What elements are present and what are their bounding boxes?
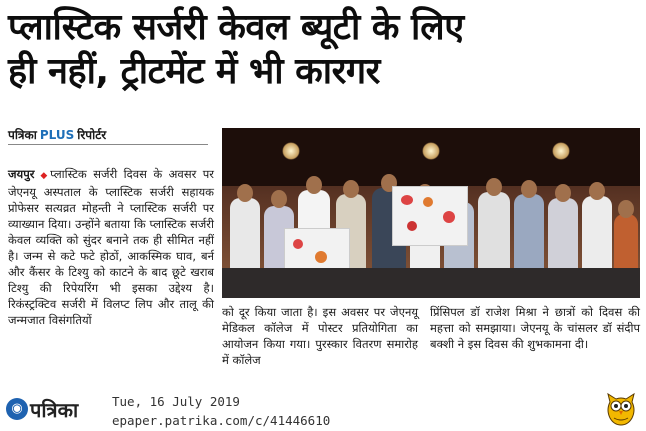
article-dateline: जयपुर ◆ xyxy=(8,167,50,181)
footer-meta xyxy=(112,392,330,430)
photo-head xyxy=(589,182,605,200)
photo-head xyxy=(237,184,253,202)
byline xyxy=(8,126,106,143)
headline xyxy=(8,6,638,94)
article-column-3: प्रिंसिपल डॉ राजेश मिश्रा ने छात्रों को दिवस की महत्ता को समझाया। जेएनयू के चांसलर डॉ संदीप बक्शी ने इस दिवस की शुभकामना दी। xyxy=(430,305,640,351)
poster-figure xyxy=(315,251,327,263)
poster-figure xyxy=(423,197,433,207)
photo-lamp xyxy=(422,142,440,160)
photo-head xyxy=(306,176,322,194)
poster-figure xyxy=(443,211,455,223)
photo-head xyxy=(618,200,634,218)
byline-role: रिपोर्टर xyxy=(77,128,107,142)
photo-head xyxy=(343,180,359,198)
headline-line-2: ही नहीं, ट्रीटमेंट में भी कारगर xyxy=(8,51,380,92)
photo-head xyxy=(555,184,571,202)
byline-brand: पत्रिका xyxy=(8,128,37,142)
article-column-1-text: प्लास्टिक सर्जरी दिवस के अवसर पर जेएनयू अस्पताल के प्लास्टिक सर्जरी सहायक प्रोफेसर सत्यव्रत मोहन्ती ने प्लास्टिक सर्जरी पर व्याख्यान दिया। उन्होंने बताया कि प्लास्टिक सर्जरी केवल व्यक्ति को सुंदर बनाने तक ही सीमित नहीं है। जन्म से कटे फटे होठों, आकस्मिक घाव, बर्न और कैंसर के टिश्यु को काटने के बाद छूटे खराब टिश्यु की रिपेयरिंग भी इसका उद्देश्य है। रिकंस्ट्रक्टिव सर्जरी में विलप्ट लिप और तालू की जन्मजात विसंगतियों xyxy=(8,167,214,327)
poster xyxy=(392,186,468,246)
photo-table xyxy=(222,268,640,298)
poster-figure xyxy=(407,221,417,231)
footer-url[interactable]: epaper.patrika.com/c/41446610 xyxy=(112,413,331,428)
byline-divider xyxy=(8,144,208,145)
footer-date: Tue, 16 July 2019 xyxy=(112,394,240,409)
byline-plus: PLUS xyxy=(39,128,75,142)
photo-head xyxy=(271,190,287,208)
patrika-logo-icon: ◉ xyxy=(6,398,28,420)
poster-figure xyxy=(401,195,413,205)
photo-lamp xyxy=(552,142,570,160)
owl-icon xyxy=(606,392,636,426)
poster-figure xyxy=(293,239,303,249)
article-column-2: को दूर किया जाता है। इस अवसर पर जेएनयू मेडिकल कॉलेज में पोस्टर प्रतियोगिता का आयोजन किया गया। पुरस्कार वितरण समारोह में कॉलेज xyxy=(222,305,418,367)
news-photo xyxy=(222,128,640,298)
photo-lamp xyxy=(282,142,300,160)
photo-head xyxy=(521,180,537,198)
patrika-logo-text: पत्रिका xyxy=(30,398,79,422)
photo-head xyxy=(486,178,502,196)
article-column-1 xyxy=(8,166,214,328)
headline-line-1: प्लास्टिक सर्जरी केवल ब्यूटी के लिए xyxy=(8,7,464,48)
